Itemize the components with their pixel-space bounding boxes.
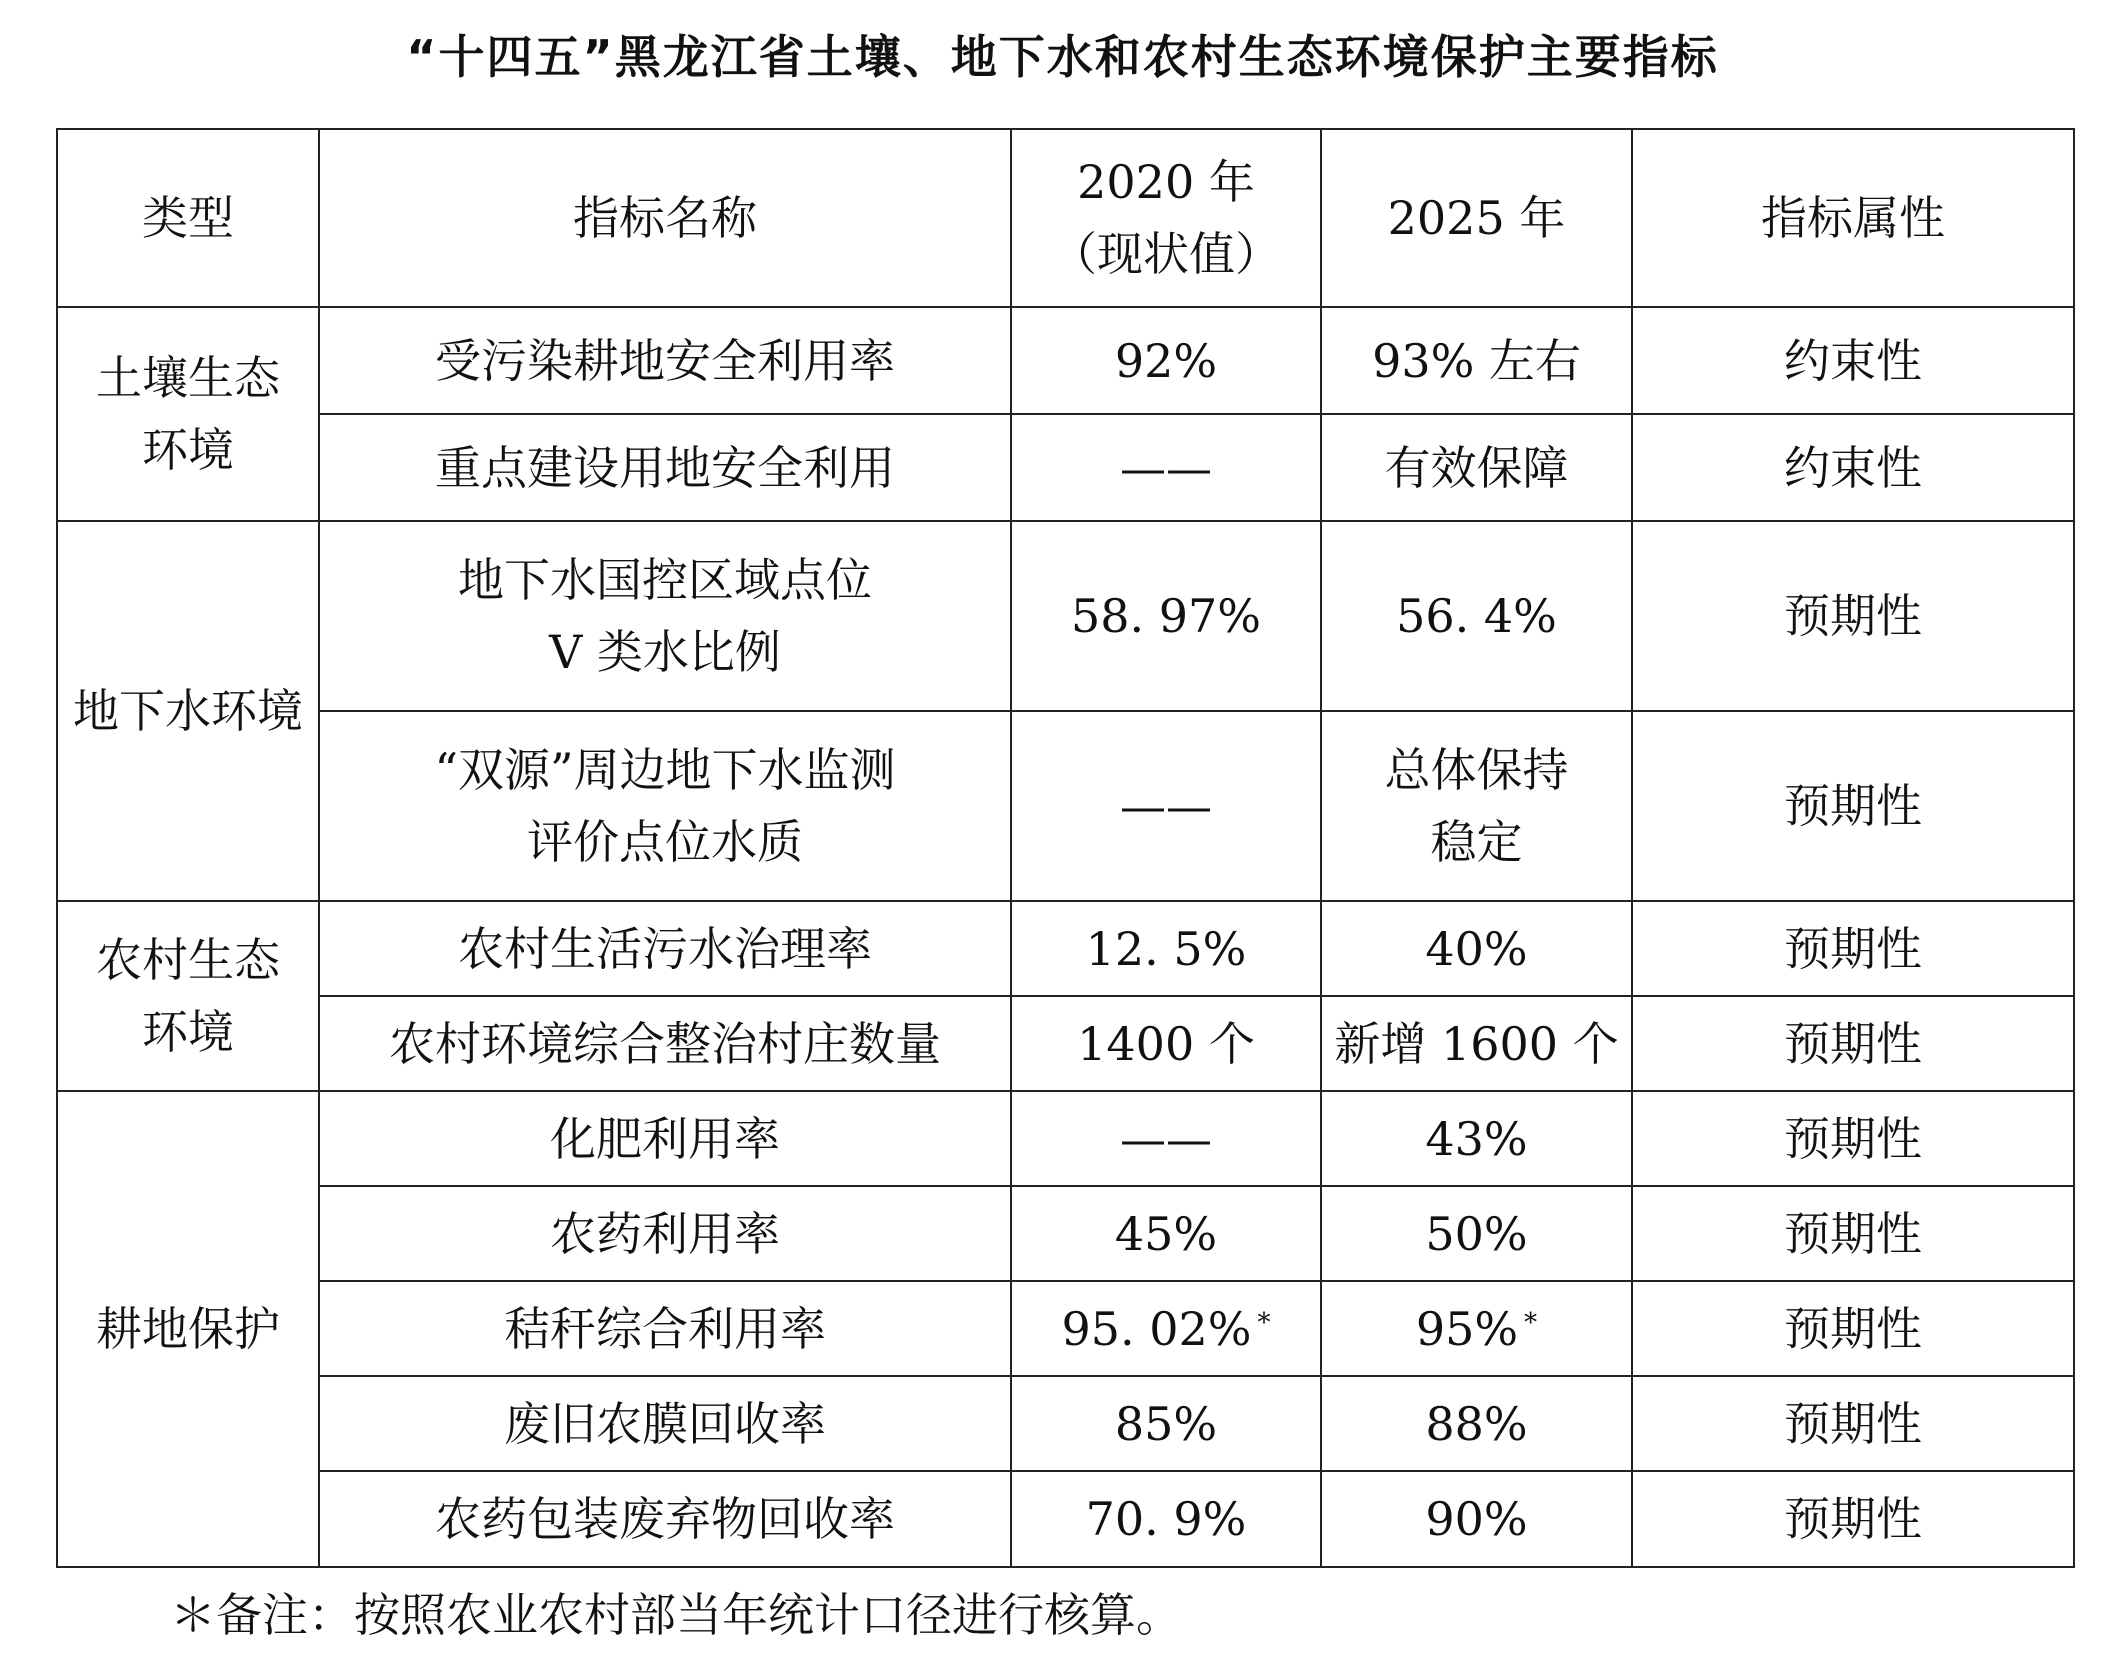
value-2025-text: 95% <box>1415 1301 1519 1356</box>
header-2020-year: 2020 年 <box>1077 155 1255 209</box>
table-row <box>57 996 2074 1091</box>
header-2020 <box>1011 129 1321 307</box>
header-2020-status: （现状值） <box>1051 227 1281 281</box>
value-2025: 93% 左右 <box>1321 307 1632 414</box>
value-2025-line2: 稳定 <box>1430 815 1523 869</box>
indicator-name-line2: V 类水比例 <box>549 625 781 679</box>
table-row <box>57 1186 2074 1281</box>
value-2025 <box>1321 711 1632 901</box>
indicator-name: 受污染耕地安全利用率 <box>319 307 1011 414</box>
indicator-name <box>319 711 1011 901</box>
indicator-name: 农药利用率 <box>319 1186 1011 1281</box>
indicator-attribute: 预期性 <box>1632 1471 2074 1567</box>
table-row <box>57 711 2074 901</box>
indicator-name-line1: “双源”周边地下水监测 <box>434 743 896 797</box>
group-farmland: 耕地保护 <box>57 1091 319 1567</box>
group-rural-line1: 农村生态 <box>96 933 280 987</box>
value-2020: 45% <box>1011 1186 1321 1281</box>
indicator-name: 重点建设用地安全利用 <box>319 414 1011 521</box>
value-2020: 85% <box>1011 1376 1321 1471</box>
footnote-mark: * <box>1257 1307 1271 1338</box>
table-row <box>57 414 2074 521</box>
indicator-attribute: 约束性 <box>1632 414 2074 521</box>
table-row <box>57 901 2074 996</box>
table-row <box>57 521 2074 711</box>
value-2020: 1400 个 <box>1011 996 1321 1091</box>
indicator-name: 农村生活污水治理率 <box>319 901 1011 996</box>
group-rural <box>57 901 319 1091</box>
indicator-attribute: 预期性 <box>1632 711 2074 901</box>
value-2025 <box>1321 1281 1632 1376</box>
value-2025: 90% <box>1321 1471 1632 1567</box>
table-row <box>57 1091 2074 1186</box>
header-indicator-name: 指标名称 <box>319 129 1011 307</box>
value-2025: 88% <box>1321 1376 1632 1471</box>
value-2020: 92% <box>1011 307 1321 414</box>
indicator-attribute: 预期性 <box>1632 521 2074 711</box>
value-2020: —— <box>1011 414 1321 521</box>
indicator-name-line1: 地下水国控区域点位 <box>458 553 872 607</box>
value-2025-line1: 总体保持 <box>1384 743 1569 797</box>
value-2020 <box>1011 1281 1321 1376</box>
value-2020: —— <box>1011 1091 1321 1186</box>
header-type: 类型 <box>57 129 319 307</box>
indicator-name: 农村环境综合整治村庄数量 <box>319 996 1011 1091</box>
indicator-attribute: 预期性 <box>1632 996 2074 1091</box>
footnote-mark: * <box>1524 1307 1538 1338</box>
group-groundwater: 地下水环境 <box>57 521 319 901</box>
indicator-name-line2: 评价点位水质 <box>527 815 803 869</box>
indicator-name: 农药包装废弃物回收率 <box>319 1471 1011 1567</box>
table-header-row <box>57 129 2074 307</box>
value-2025: 56. 4% <box>1321 521 1632 711</box>
group-soil-line2: 环境 <box>142 423 234 477</box>
value-2020: —— <box>1011 711 1321 901</box>
table-row <box>57 307 2074 414</box>
value-2025: 50% <box>1321 1186 1632 1281</box>
table-row <box>57 1376 2074 1471</box>
table-row <box>57 1281 2074 1376</box>
value-2020: 12. 5% <box>1011 901 1321 996</box>
indicator-table <box>56 128 2075 1568</box>
header-attribute: 指标属性 <box>1632 129 2074 307</box>
footnote: ＊备注：按照农业农村部当年统计口径进行核算。 <box>170 1588 1182 1642</box>
indicator-attribute: 约束性 <box>1632 307 2074 414</box>
value-2020-text: 95. 02% <box>1061 1301 1252 1356</box>
value-2025: 43% <box>1321 1091 1632 1186</box>
indicator-attribute: 预期性 <box>1632 1186 2074 1281</box>
indicator-name: 废旧农膜回收率 <box>319 1376 1011 1471</box>
value-2025: 有效保障 <box>1321 414 1632 521</box>
document-title: “十四五”黑龙江省土壤、地下水和农村生态环境保护主要指标 <box>406 30 1719 84</box>
group-soil <box>57 307 319 521</box>
indicator-attribute: 预期性 <box>1632 1281 2074 1376</box>
value-2020: 70. 9% <box>1011 1471 1321 1567</box>
indicator-attribute: 预期性 <box>1632 1376 2074 1471</box>
value-2025: 40% <box>1321 901 1632 996</box>
indicator-name: 化肥利用率 <box>319 1091 1011 1186</box>
indicator-name <box>319 521 1011 711</box>
value-2020: 58. 97% <box>1011 521 1321 711</box>
indicator-attribute: 预期性 <box>1632 901 2074 996</box>
group-soil-line1: 土壤生态 <box>96 351 280 405</box>
indicator-name: 秸秆综合利用率 <box>319 1281 1011 1376</box>
header-2025: 2025 年 <box>1321 129 1632 307</box>
indicator-attribute: 预期性 <box>1632 1091 2074 1186</box>
table-row <box>57 1471 2074 1567</box>
value-2025: 新增 1600 个 <box>1321 996 1632 1091</box>
group-rural-line2: 环境 <box>142 1005 234 1059</box>
